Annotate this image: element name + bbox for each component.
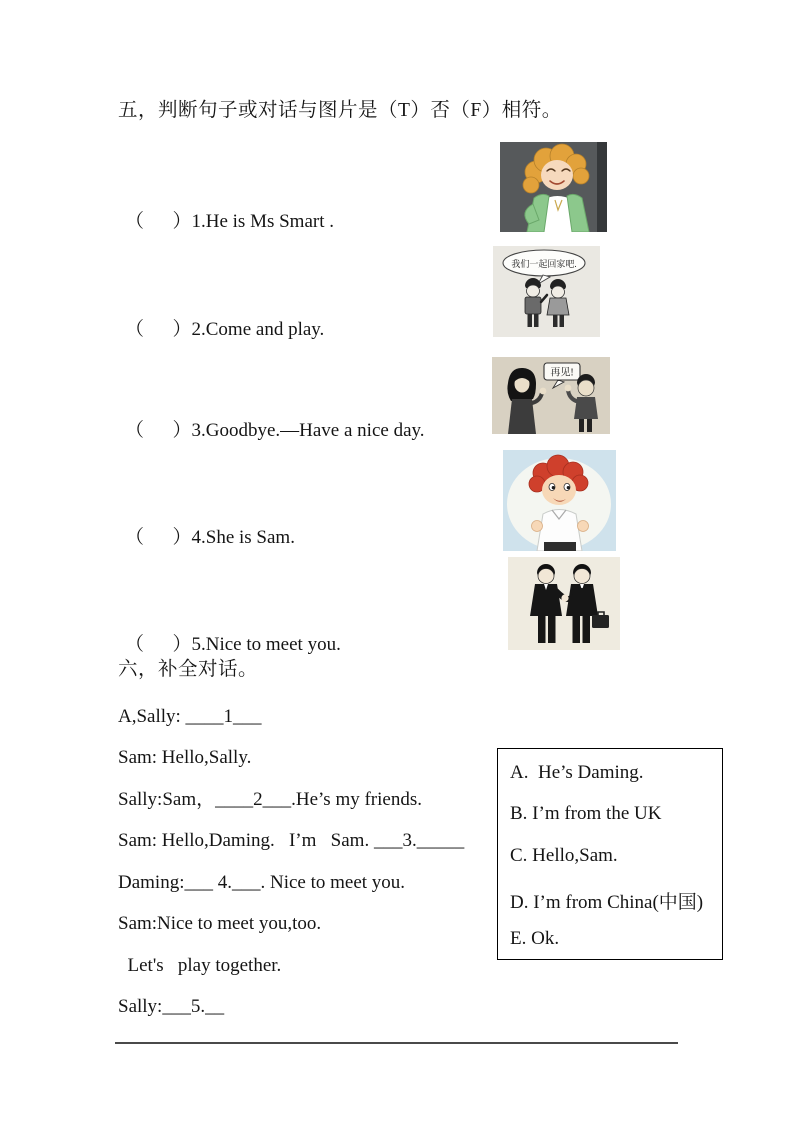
red-haired-boy-illustration <box>503 450 616 551</box>
question-3-line: （ ）3.Goodbye.—Have a nice day. <box>125 420 425 441</box>
dialogue-line-6: Sam:Nice to meet you,too. <box>118 913 322 934</box>
question-4-line: （ ）4.She is Sam. <box>125 527 295 548</box>
goodbye-bubble-text: 再见! <box>550 367 574 379</box>
dialogue-line-8: Sally:___5.__ <box>118 996 225 1017</box>
dialogue-line-7: Let's play together. <box>118 955 282 976</box>
section5-title: 五，判断句子或对话与图片是（T）否（F）相符。 <box>118 100 562 121</box>
option-d: D. I’m from China(中国) <box>510 892 704 913</box>
dialogue-line-1: A,Sally: ____1___ <box>118 706 262 727</box>
handshake-men-illustration <box>508 557 620 650</box>
option-e: E. Ok. <box>510 928 560 949</box>
ms-smart-woman-illustration <box>500 142 607 232</box>
question-1-line: （ ）1.He is Ms Smart . <box>125 211 335 232</box>
section6-title: 六，补全对话。 <box>118 659 259 680</box>
dialogue-line-4: Sam: Hello,Daming. I’m Sam. ___3._____ <box>118 830 465 851</box>
option-b: B. I’m from the UK <box>510 803 662 824</box>
option-c: C. Hello,Sam. <box>510 845 618 866</box>
page-bottom-rule <box>115 1042 678 1044</box>
go-home-bubble-text: 我们一起回家吧. <box>511 259 577 269</box>
option-a: A. He’s Daming. <box>510 762 644 783</box>
two-kids-go-home-illustration <box>493 246 600 337</box>
question-2-line: （ ）2.Come and play. <box>125 319 325 340</box>
question-5-line: （ ）5.Nice to meet you. <box>125 634 341 655</box>
goodbye-wave-illustration <box>492 357 610 434</box>
dialogue-line-2: Sam: Hello,Sally. <box>118 747 252 768</box>
dialogue-line-3: Sally:Sam，____2___.He’s my friends. <box>118 789 422 810</box>
options-box <box>497 748 723 960</box>
dialogue-line-5: Daming:___ 4.___. Nice to meet you. <box>118 872 406 893</box>
